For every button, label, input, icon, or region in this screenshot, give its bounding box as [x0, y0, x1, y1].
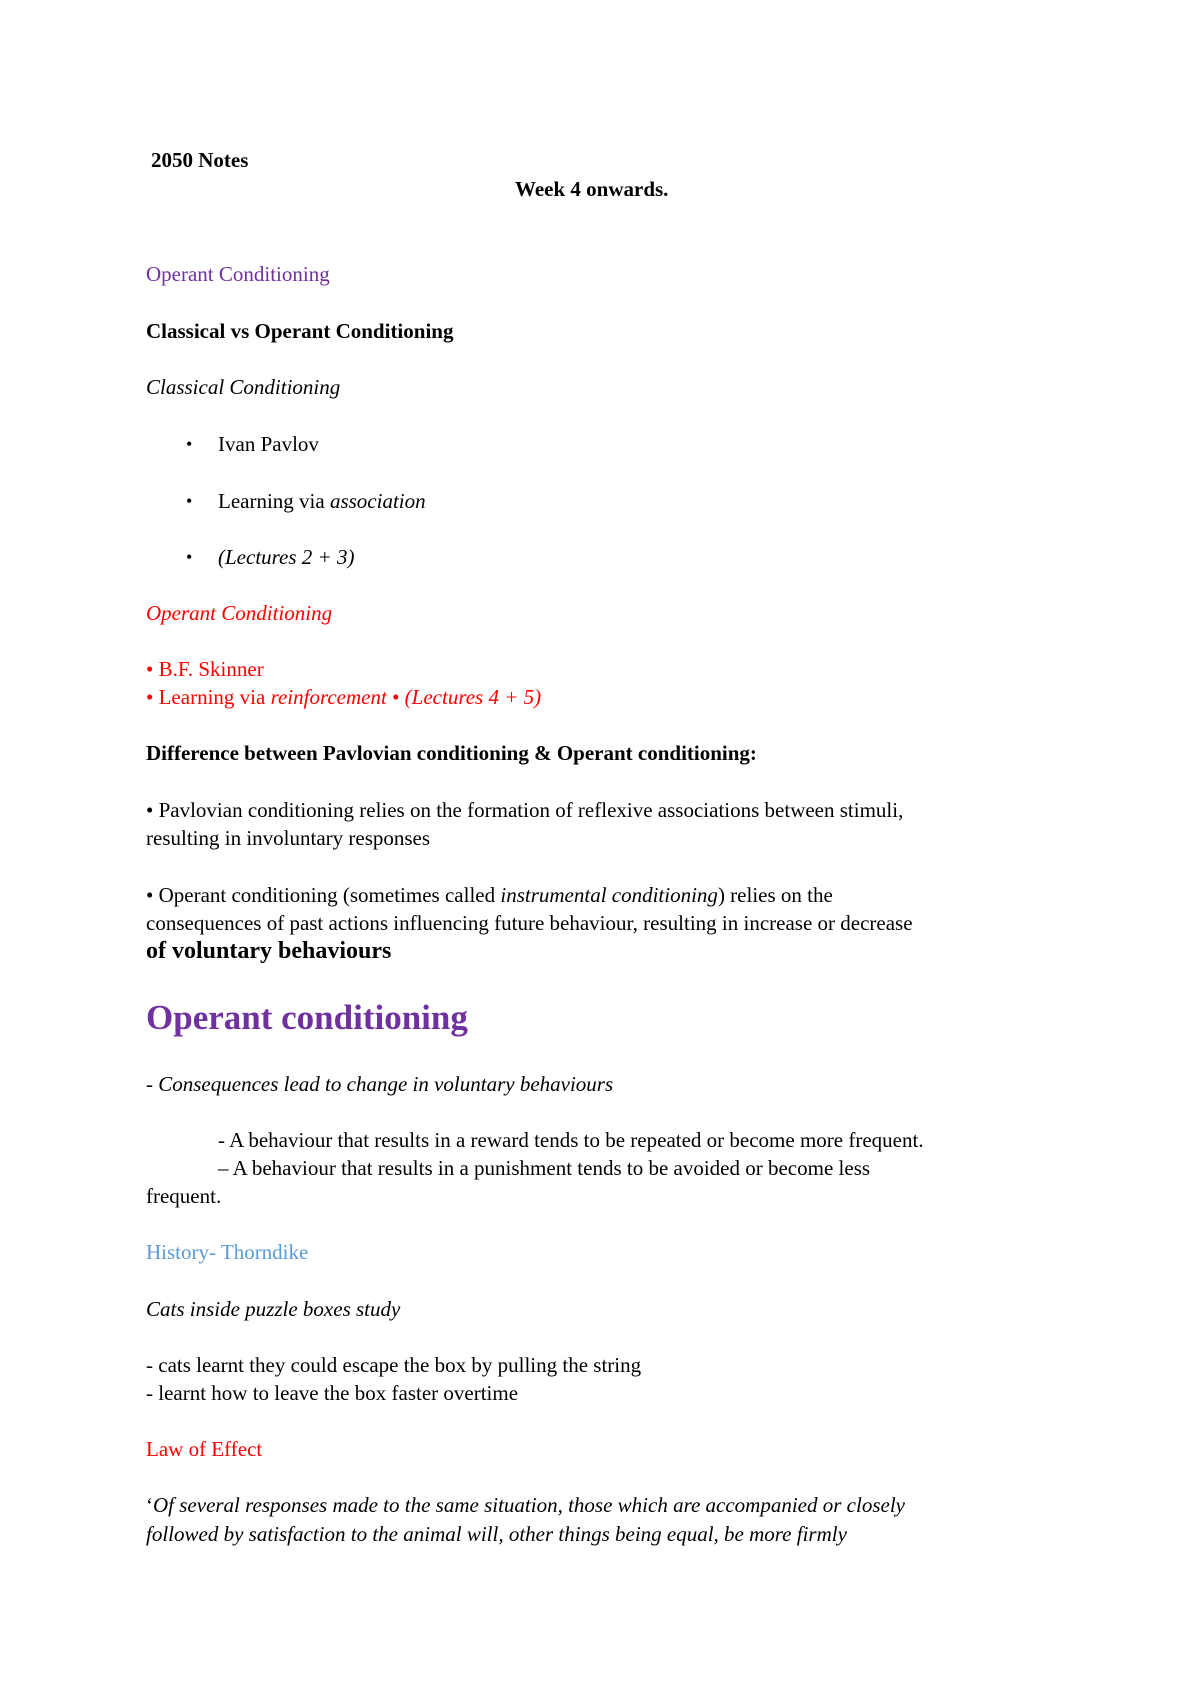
paragraph-text: • Operant conditioning (sometimes called: [146, 883, 501, 907]
law-of-effect-quote-line: followed by satisfaction to the animal will, other things being equal, be more firmly: [146, 1522, 847, 1546]
law-of-effect-heading: Law of Effect: [146, 1437, 263, 1461]
paragraph-text-bold: voluntary behaviours: [172, 938, 392, 964]
section-heading-operant-big: Operant conditioning: [146, 998, 468, 1037]
quote-text: Of several responses made to the same situation, those which are accompanied or closely: [153, 1493, 905, 1517]
subheading-classical-vs-operant: Classical vs Operant Conditioning: [146, 319, 454, 343]
behaviour-reward-point: - A behaviour that results in a reward tends to be repeated or become more frequent.: [218, 1128, 924, 1152]
bullet-dot: •: [186, 491, 193, 511]
paragraph-operant-line: [146, 937, 391, 965]
history-list-item: - learnt how to leave the box faster overtime: [146, 1381, 519, 1405]
bullet-dot: •: [186, 434, 193, 454]
paragraph-text-of: of: [146, 938, 172, 964]
behaviour-punishment-point-cont: frequent.: [146, 1184, 222, 1208]
paragraph-pavlovian-line: resulting in involuntary responses: [146, 826, 431, 850]
paragraph-operant-line: [146, 881, 833, 909]
quote-mark: ‘: [146, 1493, 153, 1517]
operant-item-skinner: • B.F. Skinner: [146, 657, 264, 681]
bullet-item-learning-association: [218, 487, 426, 515]
operant-text-italic: (Lectures 4 + 5): [404, 685, 542, 709]
operant-conditioning-heading: Operant Conditioning: [146, 601, 333, 625]
paragraph-pavlovian-line: • Pavlovian conditioning relies on the formation of reflexive associations between stimuli,: [146, 798, 904, 822]
operant-text-italic: reinforcement: [270, 685, 387, 709]
operant-text: • Learning via: [146, 685, 271, 709]
paragraph-text: ) relies on the: [717, 883, 833, 907]
bullet-item-ivan-pavlov: Ivan Pavlov: [218, 432, 319, 456]
bullet-item-lectures-2-3: (Lectures 2 + 3): [218, 545, 355, 569]
history-list-item: - cats learnt they could escape the box by pulling the string: [146, 1353, 642, 1377]
law-of-effect-quote-line: [146, 1491, 905, 1519]
consequences-intro: - Consequences lead to change in voluntary behaviours: [146, 1072, 614, 1096]
bullet-text: Learning via: [218, 489, 330, 513]
section-heading-operant: Operant Conditioning: [146, 262, 330, 286]
history-thorndike-heading: History- Thorndike: [146, 1240, 309, 1264]
behaviour-punishment-point: – A behaviour that results in a punishment tends to be avoided or become less: [218, 1156, 871, 1180]
paragraph-text-italic: instrumental conditioning: [500, 883, 718, 907]
paragraph-operant-line: consequences of past actions influencing future behaviour, resulting in increase or decrease: [146, 911, 913, 935]
operant-item-reinforcement: [146, 683, 541, 711]
difference-heading: Difference between Pavlovian conditioning & Operant conditioning:: [146, 741, 757, 765]
operant-text: •: [386, 685, 405, 709]
document-subtitle: Week 4 onwards.: [515, 177, 669, 201]
bullet-dot: •: [186, 547, 193, 567]
classical-conditioning-heading: Classical Conditioning: [146, 375, 341, 399]
cats-puzzle-study: Cats inside puzzle boxes study: [146, 1297, 401, 1321]
bullet-text-italic: association: [329, 489, 426, 513]
document-title: 2050 Notes: [151, 148, 249, 172]
